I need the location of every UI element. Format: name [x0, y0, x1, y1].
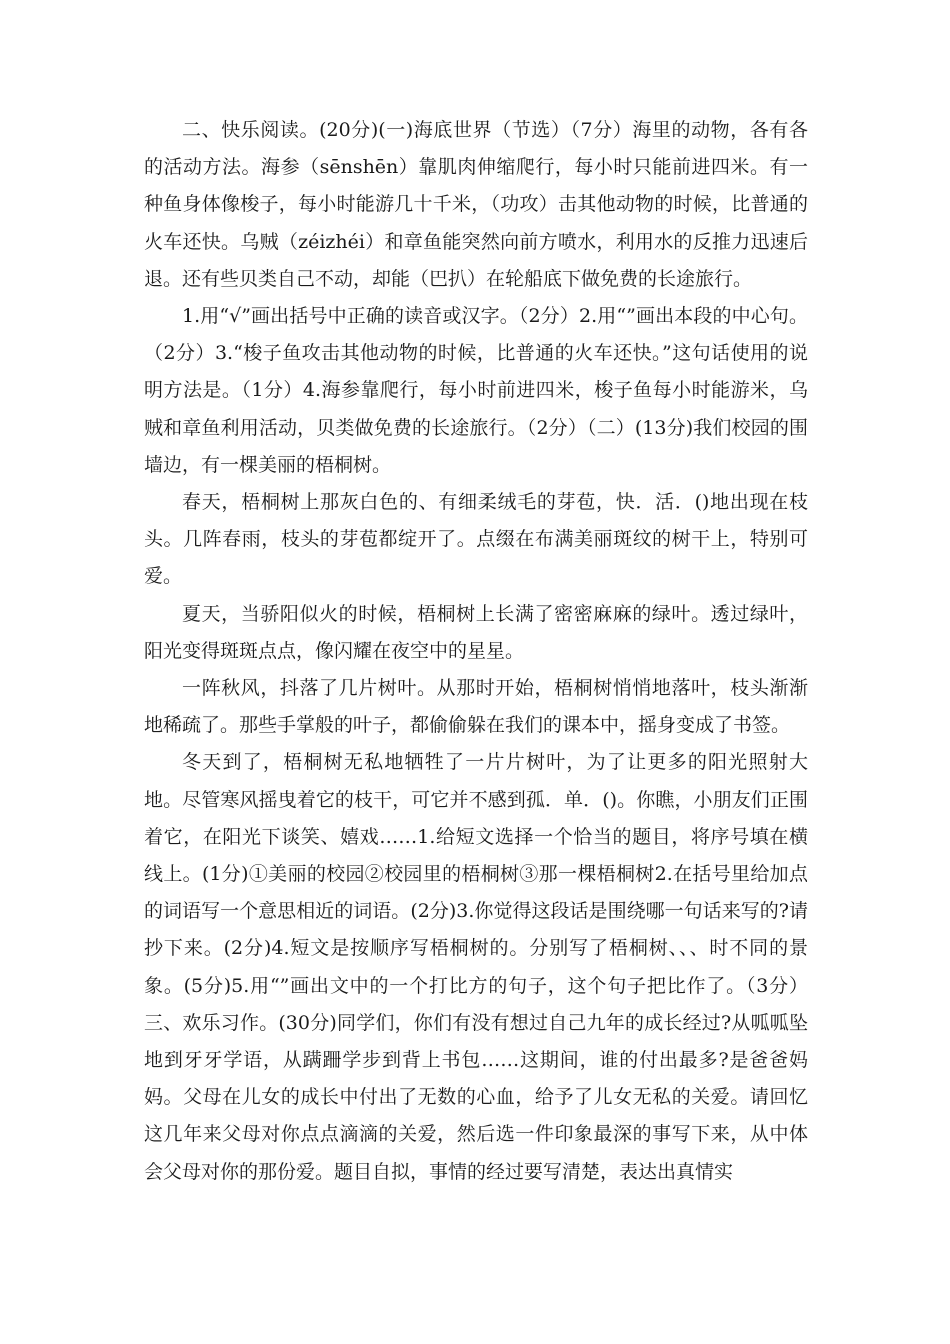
paragraph-winter-and-writing: 冬天到了，梧桐树无私地牺牲了一片片树叶，为了让更多的阳光照射大地。尽管寒风摇曳着它的枝干，可它并不感到孤．单．()。你瞧，小朋友们正围着它，在阳光下谈笑、嬉戏……1.给短文选择一个恰当的题目，将序号填在横线上。(1分)①美丽的校园②校园里的梧桐树③那一棵梧桐树2.在括号里给加点的词语写一个意思相近的词语。(2分)3.你觉得这段话是围绕哪一句话来写的?请抄下来。(2分)4.短文是按顺序写梧桐树的。分别写了梧桐树、、、时不同的景象。(5分)5.用“”画出文中的一个打比方的句子，这个句子把比作了。（3分）三、欢乐习作。(30分)同学们，你们有没有想过自己九年的成长经过?从呱呱坠地到牙牙学语，从蹒跚学步到背上书包……这期间，谁的付出最多?是爸爸妈妈。父母在儿女的成长中付出了无数的心血，给予了儿女无私的关爱。请回忆这几年来父母对你点点滴滴的关爱，然后选一件印象最深的事写下来，从中体会父母对你的那份爱。题目自拟，事情的经过要写清楚，表达出真情实 [144, 751, 808, 1183]
paragraph-autumn: 一阵秋风，抖落了几片树叶。从那时开始，梧桐树悄悄地落叶，枝头渐渐地稀疏了。那些手掌般的叶子，都偷偷躲在我们的课本中，摇身变成了书签。 [144, 677, 808, 737]
document-page [144, 112, 808, 1191]
paragraph-spring: 春天，梧桐树上那灰白色的、有细柔绒毛的芽苞，快．活．()地出现在枝头。几阵春雨，枝头的芽苞都绽开了。点缀在布满美丽斑纹的树干上，特别可爱。 [144, 491, 808, 588]
paragraph-summer: 夏天，当骄阳似火的时候，梧桐树上长满了密密麻麻的绿叶。透过绿叶，阳光变得斑斑点点，像闪耀在夜空中的星星。 [144, 602, 808, 662]
paragraph-questions-1: 1.用“√”画出括号中正确的读音或汉字。（2分）2.用“”画出本段的中心句。（2分）3.“梭子鱼攻击其他动物的时候，比普通的火车还快。”这句话使用的说明方法是。（1分）4.海参靠爬行，每小时前进四米，梭子鱼每小时能游米，乌贼和章鱼利用活动，贝类做免费的长途旅行。（2分）（二）(13分)我们校园的围墙边，有一棵美丽的梧桐树。 [144, 305, 808, 476]
paragraph-reading-1: 二、快乐阅读。(20分)(一)海底世界（节选）（7分）海里的动物，各有各的活动方法。海参（sēnshēn）靠肌肉伸缩爬行，每小时只能前进四米。有一种鱼身体像梭子，每小时能游几十千米，（功攻）击其他动物的时候，比普通的火车还快。乌贼（zéizhéi）和章鱼能突然向前方喷水，利用水的反推力迅速后退。还有些贝类自己不动，却能（巴扒）在轮船底下做免费的长途旅行。 [144, 119, 808, 290]
